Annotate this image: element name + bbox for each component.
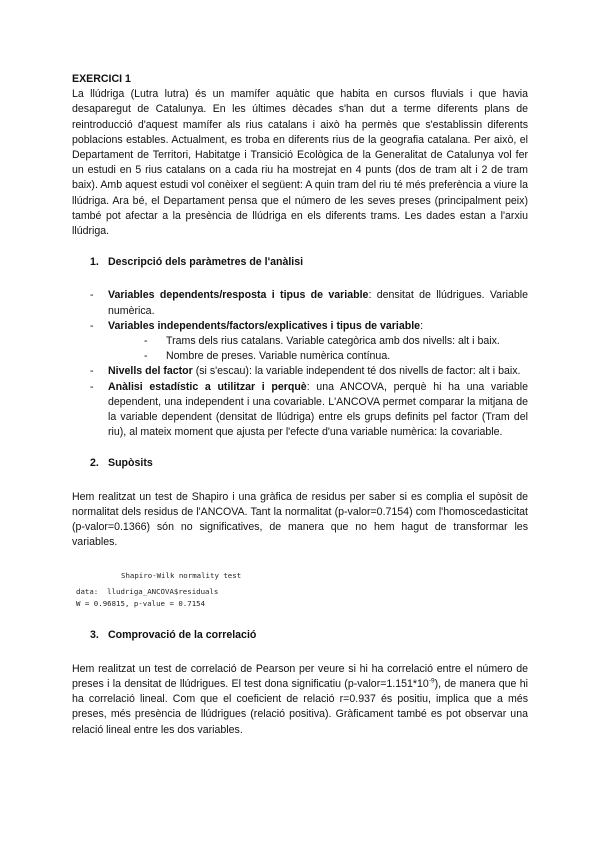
sub-list-item: - Trams dels rius catalans. Variable categòrica amb dos nivells: alt i baix. bbox=[144, 334, 528, 349]
section-3-heading bbox=[90, 628, 528, 643]
r-console-output bbox=[76, 570, 528, 610]
correlation-paragraph bbox=[72, 662, 528, 738]
section-2-number: 2. bbox=[90, 457, 99, 470]
exponent: -9 bbox=[428, 677, 435, 685]
section-1-title: Descripció dels paràmetres de l'anàlisi bbox=[108, 256, 304, 269]
correlation-text-end: ), de manera que hi ha correlació lineal. Com que el coeficient de relació r=0.937 és positiu, implica que a més preses, més presència de llúdrigues (relació positiva). Gràficament també es pot observar una relació lineal entre les dos variables. bbox=[72, 677, 528, 736]
item-label: Nivells del factor bbox=[108, 365, 193, 378]
section-2-heading bbox=[90, 456, 528, 471]
console-line: Shapiro-Wilk normality test bbox=[121, 571, 242, 581]
item-label: Variables independents/factors/explicatives i tipus de variable bbox=[108, 319, 421, 332]
section-1-number: 1. bbox=[90, 256, 99, 269]
sub-list bbox=[108, 334, 528, 364]
intro-paragraph: La llúdriga (Lutra lutra) és un mamífer aquàtic que habita en cursos fluvials i que havia desaparegut de Catalunya. En les últimes dècades s'han dut a terme diferents plans de reintroducció d'aquest mamífer als rius catalans i això ha permès que s'establissin diferents poblacions estables. Actualment, es troba en diferents rius de la geografia catalana. Per això, el Departament de Territori, Habitatge i Transició Ecològica de la Generalitat de Catalunya vol fer un estudi en 5 rius catalans on a cada riu ha mostrejat en 4 punts (dos de tram alt i 2 de tram baix). Amb aquest estudi vol conèixer el següent: A quin tram del riu té més preferència a viure la llúdriga. Ara bé, el Departament pensa que el número de les seves preses (principalment peix) també pot afectar a la presència de llúdriga en els diferents trams. Les dades estan a l'arxiu llúdriga. bbox=[72, 88, 528, 238]
parameters-list bbox=[72, 288, 528, 440]
section-3-title: Comprovació de la correlació bbox=[108, 629, 257, 642]
item-text: : bbox=[420, 319, 424, 332]
section-3-number: 3. bbox=[90, 629, 99, 642]
correlation-text-start: Hem realitzat un test de correlació de Pearson per veure si hi ha correlació entre el número de preses i la densitat de llúdrigues. El test dona significatiu (p-valor=1.151*10 bbox=[72, 662, 528, 690]
console-line: data: lludriga_ANCOVA$residuals bbox=[76, 587, 219, 597]
item-text: (si s'escau): la variable independent té dos nivells de factor: alt i baix. bbox=[192, 365, 521, 378]
document-body bbox=[72, 72, 528, 738]
list-item bbox=[72, 380, 528, 441]
item-text: : una ANCOVA, perquè hi ha una variable dependent, una independent i una covariable. L'ANCOVA permet comparar la mitjana de la variable dependent (densitat de llúdriga) entre els grups definits pel factor (Tram del riu), al mateix moment que ajusta per l'efecte d'una variable numèrica: la covariable. bbox=[108, 380, 528, 439]
item-label: Anàlisi estadístic a utilitzar i perquè bbox=[108, 380, 307, 393]
sub-list-item: - Nombre de preses. Variable numèrica contínua. bbox=[144, 349, 528, 364]
section-1-heading bbox=[90, 255, 528, 270]
exercise-title: EXERCICI 1 bbox=[72, 73, 131, 85]
list-item bbox=[72, 288, 528, 318]
assumptions-paragraph: Hem realitzat un test de Shapiro i una gràfica de residus per saber si es complia el supòsit de normalitat dels residus de l'ANCOVA. Tant la normalitat (p-valor=0.7154) com l'homoscedasticitat (p-valor=0.1366) són no significatives, de manera que no hem hagut de transformar les variables. bbox=[72, 490, 528, 549]
item-text: : densitat de llúdrigues. Variable numèrica. bbox=[108, 289, 528, 317]
list-item bbox=[72, 364, 528, 379]
list-item bbox=[72, 319, 528, 365]
item-label: Variables dependents/resposta i tipus de variable bbox=[108, 289, 369, 302]
console-line: W = 0.96815, p-value = 0.7154 bbox=[76, 599, 206, 609]
section-2-title: Supòsits bbox=[108, 457, 153, 470]
